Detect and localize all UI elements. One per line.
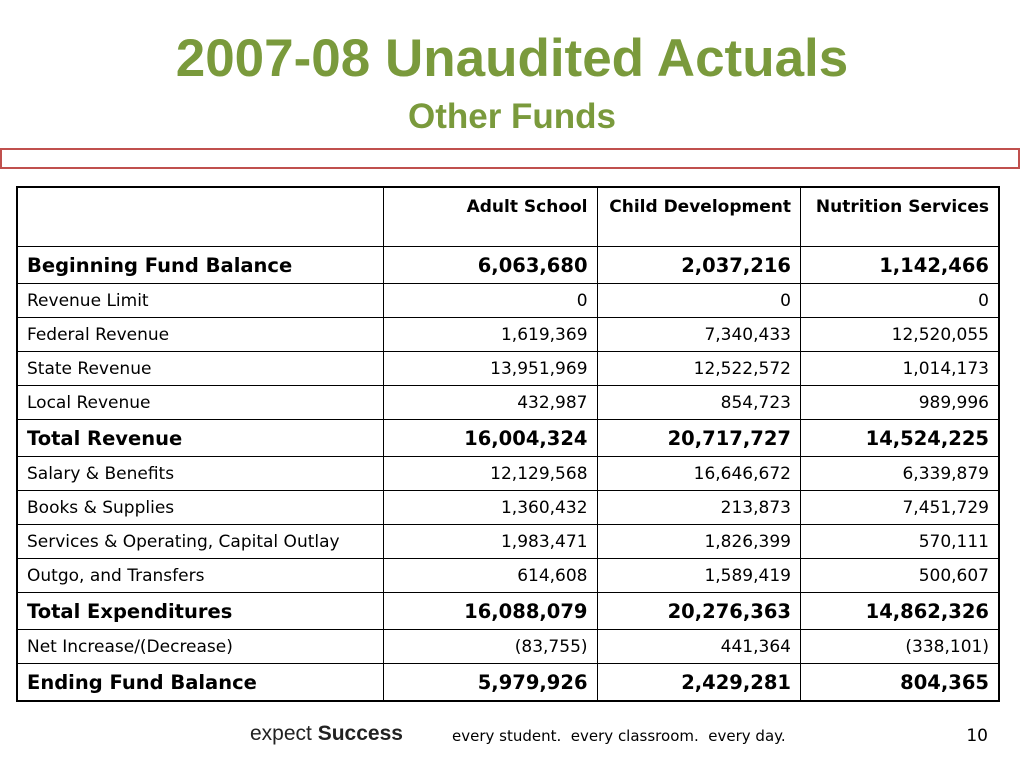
cell-value: 432,987: [384, 386, 597, 420]
cell-value: 1,014,173: [800, 352, 999, 386]
cell-value: 7,340,433: [597, 318, 800, 352]
table-row: [17, 630, 999, 664]
cell-value: 14,524,225: [800, 420, 999, 457]
row-label: Outgo, and Transfers: [17, 559, 384, 593]
brand-strong: Success: [317, 722, 403, 745]
table-row: [17, 525, 999, 559]
cell-value: 1,142,466: [800, 247, 999, 284]
row-label: Local Revenue: [17, 386, 384, 420]
table-row: [17, 352, 999, 386]
cell-value: 6,063,680: [384, 247, 597, 284]
header-child-development: Child Development: [597, 187, 800, 247]
cell-value: 16,088,079: [384, 593, 597, 630]
cell-value: 213,873: [597, 491, 800, 525]
cell-value: 1,360,432: [384, 491, 597, 525]
cell-value: 13,951,969: [384, 352, 597, 386]
row-label: Services & Operating, Capital Outlay: [17, 525, 384, 559]
cell-value: 7,451,729: [800, 491, 999, 525]
table-row: [17, 420, 999, 457]
cell-value: 14,862,326: [800, 593, 999, 630]
table-body: [17, 247, 999, 702]
row-label: Total Expenditures: [17, 593, 384, 630]
header-nutrition-services: Nutrition Services: [800, 187, 999, 247]
row-label: Federal Revenue: [17, 318, 384, 352]
cell-value: 2,037,216: [597, 247, 800, 284]
cell-value: 6,339,879: [800, 457, 999, 491]
table-row: [17, 593, 999, 630]
row-label: Salary & Benefits: [17, 457, 384, 491]
cell-value: 12,129,568: [384, 457, 597, 491]
slide-title: 2007-08 Unaudited Actuals: [175, 29, 849, 88]
row-label: Books & Supplies: [17, 491, 384, 525]
cell-value: 1,983,471: [384, 525, 597, 559]
row-label: Net Increase/(Decrease): [17, 630, 384, 664]
header-adult-school: Adult School: [384, 187, 597, 247]
cell-value: 2,429,281: [597, 664, 800, 702]
footer-tagline: every student. every classroom. every day.: [452, 727, 786, 745]
header-blank: [17, 187, 384, 247]
brand-prefix: expect: [250, 722, 318, 745]
row-label: State Revenue: [17, 352, 384, 386]
cell-value: 570,111: [800, 525, 999, 559]
cell-value: 989,996: [800, 386, 999, 420]
cell-value: 441,364: [597, 630, 800, 664]
cell-value: 614,608: [384, 559, 597, 593]
table-header-row: [17, 187, 999, 247]
table-row: [17, 284, 999, 318]
table-row: [17, 559, 999, 593]
row-label: Revenue Limit: [17, 284, 384, 318]
cell-value: 1,826,399: [597, 525, 800, 559]
row-label: Ending Fund Balance: [17, 664, 384, 702]
cell-value: 804,365: [800, 664, 999, 702]
cell-value: 5,979,926: [384, 664, 597, 702]
cell-value: 0: [800, 284, 999, 318]
page-number: 10: [966, 726, 988, 746]
cell-value: 500,607: [800, 559, 999, 593]
cell-value: 20,717,727: [597, 420, 800, 457]
row-label: Total Revenue: [17, 420, 384, 457]
cell-value: 12,520,055: [800, 318, 999, 352]
cell-value: 0: [597, 284, 800, 318]
funds-table: [16, 186, 1000, 702]
table-row: [17, 664, 999, 702]
cell-value: 1,619,369: [384, 318, 597, 352]
cell-value: 0: [384, 284, 597, 318]
row-label: Beginning Fund Balance: [17, 247, 384, 284]
table-row: [17, 491, 999, 525]
table-row: [17, 247, 999, 284]
cell-value: 12,522,572: [597, 352, 800, 386]
table-row: [17, 318, 999, 352]
cell-value: 16,004,324: [384, 420, 597, 457]
cell-value: (338,101): [800, 630, 999, 664]
cell-value: 20,276,363: [597, 593, 800, 630]
divider-bar: [0, 148, 1020, 169]
cell-value: 16,646,672: [597, 457, 800, 491]
cell-value: 1,589,419: [597, 559, 800, 593]
footer-brand: [250, 722, 403, 746]
table-row: [17, 457, 999, 491]
table-row: [17, 386, 999, 420]
cell-value: (83,755): [384, 630, 597, 664]
cell-value: 854,723: [597, 386, 800, 420]
slide-subtitle: Other Funds: [407, 97, 617, 136]
